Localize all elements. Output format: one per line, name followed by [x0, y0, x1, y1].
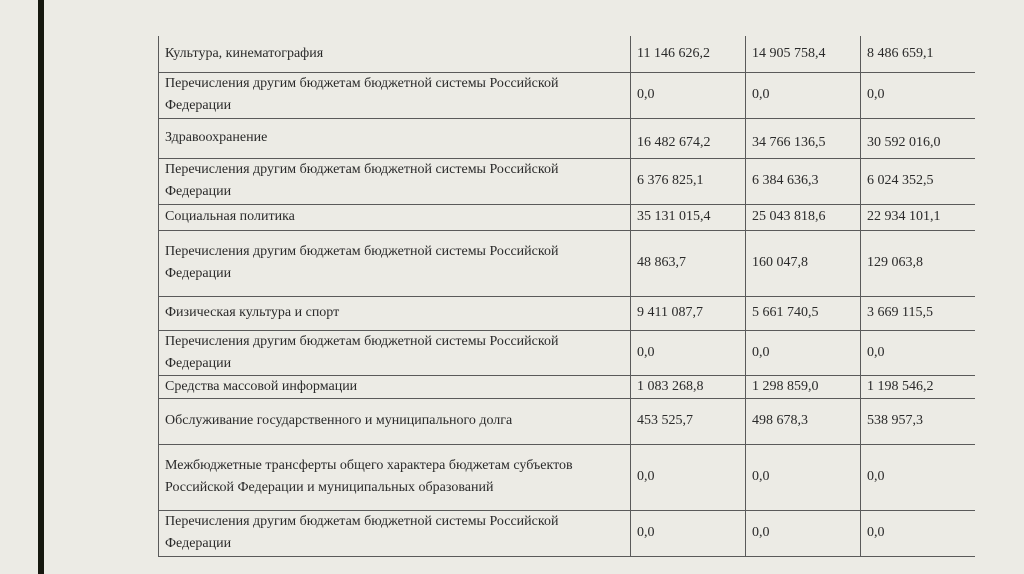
row-value: 34 766 136,5: [746, 118, 861, 158]
row-label: Перечисления другим бюджетам бюджетной системы Российской Федерации: [159, 510, 631, 556]
table-row: [159, 36, 975, 72]
row-value: 6 384 636,3: [746, 158, 861, 204]
row-value: 6 376 825,1: [631, 158, 746, 204]
row-value: 48 863,7: [631, 230, 746, 296]
row-label: Межбюджетные трансферты общего характера бюджетам субъектов Российской Федерации и муниципальных образований: [159, 444, 631, 510]
row-label: Средства массовой информации: [159, 375, 631, 398]
row-value: 0,0: [861, 72, 975, 118]
row-value: 0,0: [631, 510, 746, 556]
table-row: [159, 398, 975, 444]
row-value: 9 411 087,7: [631, 296, 746, 330]
row-label: Перечисления другим бюджетам бюджетной системы Российской Федерации: [159, 72, 631, 118]
row-value: 35 131 015,4: [631, 204, 746, 230]
table-row: [159, 375, 975, 398]
row-value: 160 047,8: [746, 230, 861, 296]
row-label: Перечисления другим бюджетам бюджетной системы Российской Федерации: [159, 330, 631, 375]
table-row: [159, 204, 975, 230]
row-value: 0,0: [861, 444, 975, 510]
row-label: Социальная политика: [159, 204, 631, 230]
row-value: 0,0: [746, 444, 861, 510]
row-value: 14 905 758,4: [746, 36, 861, 72]
row-value: 3 669 115,5: [861, 296, 975, 330]
row-value: 1 083 268,8: [631, 375, 746, 398]
table-row: [159, 510, 975, 556]
row-value: 538 957,3: [861, 398, 975, 444]
row-value: 25 043 818,6: [746, 204, 861, 230]
row-label: Обслуживание государственного и муниципального долга: [159, 398, 631, 444]
row-value: 0,0: [746, 330, 861, 375]
row-value: 22 934 101,1: [861, 204, 975, 230]
row-label: Перечисления другим бюджетам бюджетной системы Российской Федерации: [159, 230, 631, 296]
row-value: 0,0: [861, 510, 975, 556]
row-label: Физическая культура и спорт: [159, 296, 631, 330]
table-row: [159, 72, 975, 118]
budget-table: [158, 36, 975, 557]
table-row: [159, 296, 975, 330]
table-row: [159, 230, 975, 296]
row-label: Здравоохранение: [159, 118, 631, 158]
row-label: Перечисления другим бюджетам бюджетной системы Российской Федерации: [159, 158, 631, 204]
row-value: 1 198 546,2: [861, 375, 975, 398]
row-value: 0,0: [631, 72, 746, 118]
row-value: 0,0: [746, 72, 861, 118]
table-row: [159, 330, 975, 375]
row-value: 8 486 659,1: [861, 36, 975, 72]
row-value: 129 063,8: [861, 230, 975, 296]
row-value: 1 298 859,0: [746, 375, 861, 398]
row-value: 453 525,7: [631, 398, 746, 444]
row-value: 0,0: [861, 330, 975, 375]
row-value: 498 678,3: [746, 398, 861, 444]
slide-side-bar: [38, 0, 44, 574]
row-value: 0,0: [746, 510, 861, 556]
row-value: 16 482 674,2: [631, 118, 746, 158]
table-row: [159, 158, 975, 204]
row-value: 5 661 740,5: [746, 296, 861, 330]
table-row: [159, 118, 975, 158]
table-row: [159, 444, 975, 510]
row-value: 6 024 352,5: [861, 158, 975, 204]
row-value: 0,0: [631, 444, 746, 510]
row-label: Культура, кинематография: [159, 36, 631, 72]
row-value: 11 146 626,2: [631, 36, 746, 72]
row-value: 0,0: [631, 330, 746, 375]
row-value: 30 592 016,0: [861, 118, 975, 158]
